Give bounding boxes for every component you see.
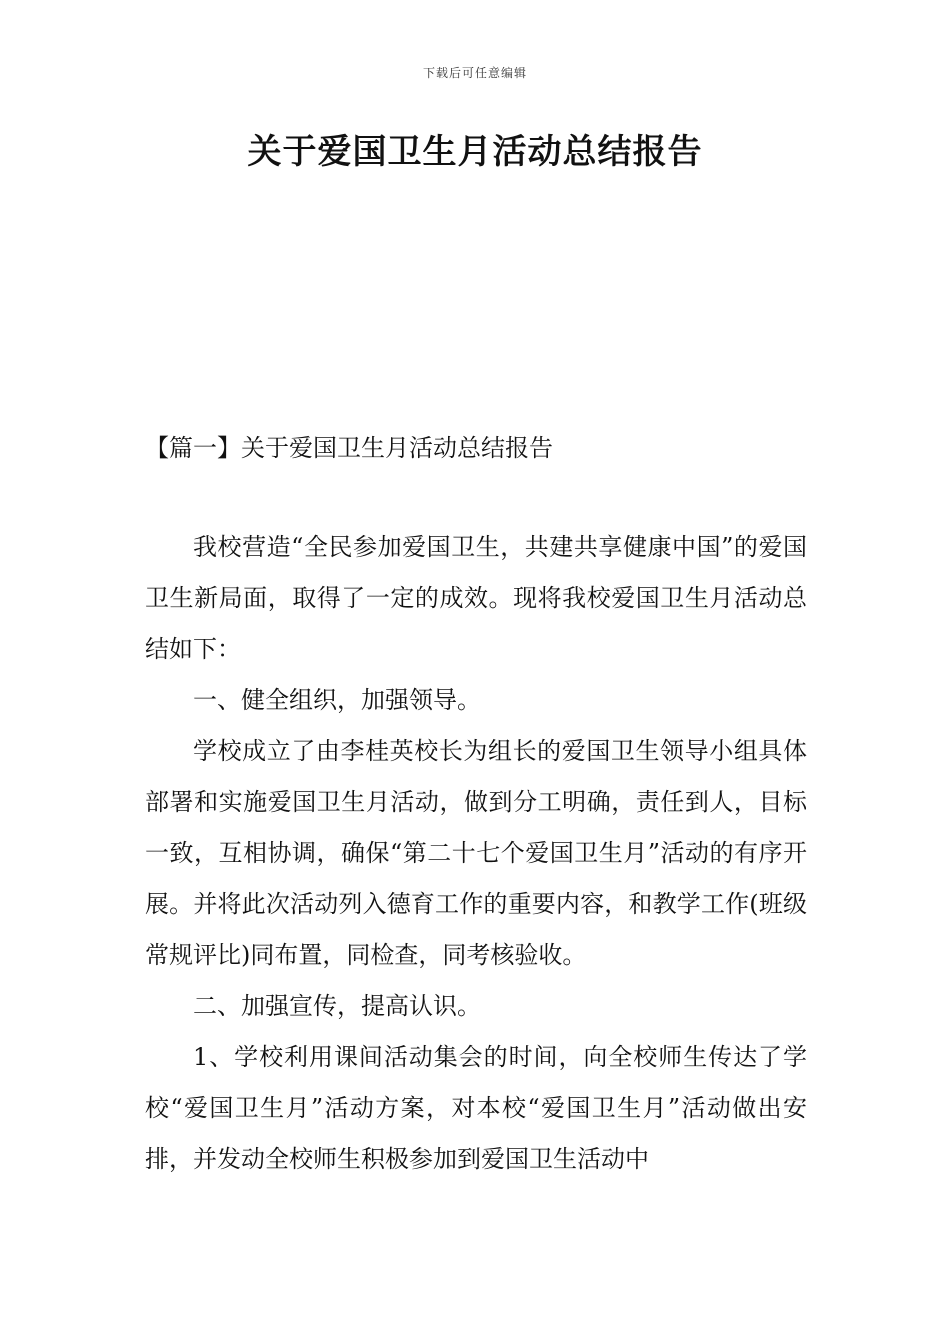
document-body [145, 522, 807, 1185]
document-title: 关于爱国卫生月活动总结报告 [247, 132, 703, 172]
paragraph-heading-1: 一、健全组织，加强领导。 [193, 686, 481, 714]
paragraph-heading-2: 二、加强宣传，提高认识。 [193, 992, 481, 1020]
page-header-note: 下载后可任意编辑 [422, 66, 527, 80]
section-heading: 【篇一】关于爱国卫生月活动总结报告 [145, 434, 553, 462]
paragraph-intro: 我校营造“全民参加爱国卫生，共建共享健康中国”的爱国卫生新局面，取得了一定的成效。现将我校爱国卫生月活动总结如下： [145, 533, 807, 663]
paragraph-organization: 学校成立了由李桂英校长为组长的爱国卫生领导小组具体部署和实施爱国卫生月活动，做到分工明确，责任到人，目标一致，互相协调，确保“第二十七个爱国卫生月”活动的有序开展。并将此次活动列入德育工作的重要内容，和教学工作(班级常规评比)同布置，同检查，同考核验收。 [145, 737, 807, 969]
paragraph-publicity: 1、学校利用课间活动集会的时间，向全校师生传达了学校“爱国卫生月”活动方案，对本校“爱国卫生月”活动做出安排，并发动全校师生积极参加到爱国卫生活动中 [145, 1043, 807, 1173]
